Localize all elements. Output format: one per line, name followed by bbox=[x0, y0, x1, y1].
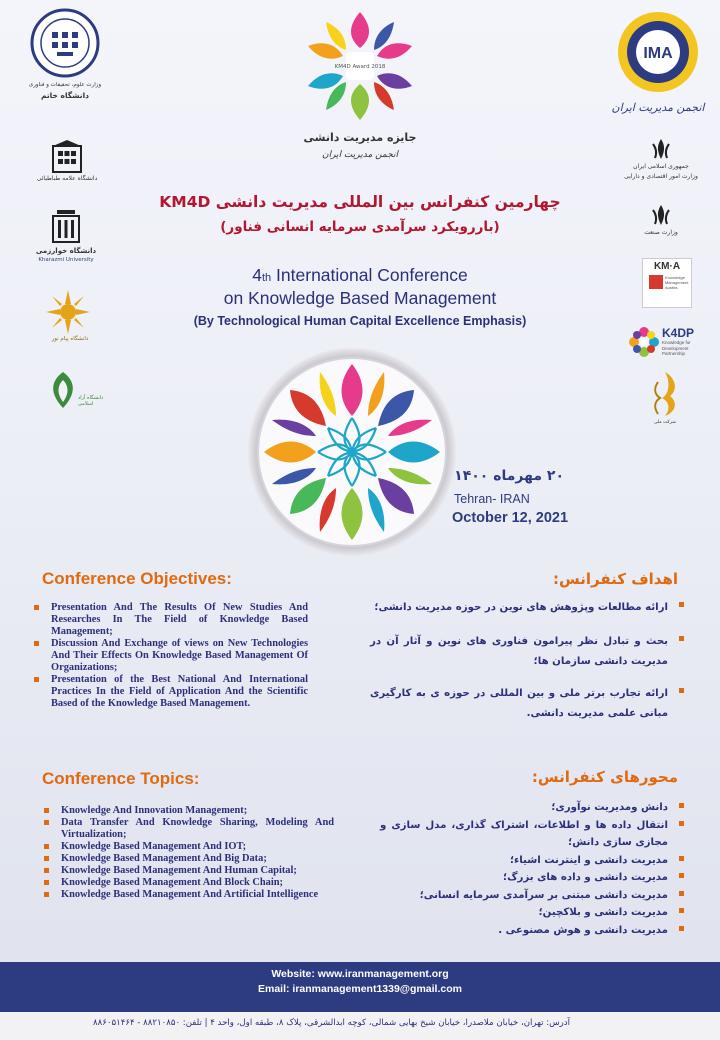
bullet-icon bbox=[34, 605, 39, 610]
k4dp-flower-icon bbox=[628, 326, 660, 358]
ima-seal-icon bbox=[616, 10, 700, 94]
kma-logo bbox=[642, 258, 692, 308]
bullet-icon bbox=[44, 892, 49, 897]
list-item: مدیریت دانشی و بلاکچین؛ bbox=[380, 904, 686, 922]
date-fa: ۲۰ مهرماه ۱۴۰۰ bbox=[454, 468, 564, 484]
list-item: ارائه مطالعات وپژوهش های نوین در حوزه مدیریت دانشی؛ bbox=[370, 598, 686, 618]
objectives-heading-fa: اهداف کنفرانس: bbox=[553, 570, 678, 588]
title-en-line1-text: International Conference bbox=[271, 265, 468, 285]
bullet-icon bbox=[679, 636, 684, 641]
footer-website[interactable]: Website: www.iranmanagement.org bbox=[271, 968, 449, 980]
bullet-icon bbox=[679, 821, 684, 826]
logo-caption: دانشگاه خاتم bbox=[40, 91, 89, 100]
footer-address-bar bbox=[0, 1012, 720, 1040]
bullet-icon bbox=[44, 856, 49, 861]
km4d-award-logo bbox=[282, 8, 438, 178]
award-caption: جایزه مدیریت دانشی bbox=[303, 131, 417, 144]
topics-heading-fa: محورهای کنفرانس: bbox=[531, 768, 678, 786]
award-caption-sub: انجمن مدیریت ایران bbox=[321, 150, 399, 160]
logo-caption-sub: وزارت علوم، تحقیقات و فناوری bbox=[28, 82, 102, 88]
logo-caption-en: Kharazmi University bbox=[38, 257, 94, 263]
logo-caption: جمهوری اسلامی ایران bbox=[633, 163, 689, 170]
bullet-icon bbox=[44, 844, 49, 849]
bullet-icon bbox=[44, 868, 49, 873]
emblem-icon bbox=[650, 204, 672, 226]
mandala-icon bbox=[246, 346, 458, 558]
list-item: Data Transfer And Knowledge Sharing, Modeling And Virtualization; bbox=[44, 817, 334, 841]
bullet-icon bbox=[44, 820, 49, 825]
logo-caption: شرکت ملی bbox=[654, 420, 676, 425]
list-item: Knowledge Based Management And Human Capital; bbox=[44, 865, 334, 877]
title-en-ordinal-suffix: th bbox=[262, 272, 272, 284]
kma-square-icon bbox=[649, 275, 663, 289]
award-flower-icon bbox=[305, 8, 415, 124]
tower-icon bbox=[51, 208, 81, 244]
list-item: دانش ومدیریت نوآوری؛ bbox=[380, 799, 686, 817]
logo-caption-sub: وزارت امور اقتصادی و دارایی bbox=[624, 173, 698, 180]
date-en: October 12, 2021 bbox=[452, 510, 569, 526]
list-item: Knowledge Based Management And Big Data; bbox=[44, 853, 334, 865]
list-item: مدیریت دانشی مبتنی بر سرآمدی سرمایه انسانی؛ bbox=[380, 887, 686, 905]
bullet-icon bbox=[34, 641, 39, 646]
title-en-line1 bbox=[150, 265, 570, 286]
award-text: KM4D Award 2018 bbox=[334, 64, 386, 70]
payame-noor-logo bbox=[40, 290, 100, 352]
bullet-icon bbox=[679, 803, 684, 808]
logo-caption: دانشگاه خوارزمی bbox=[35, 247, 97, 255]
sunburst-icon bbox=[46, 290, 90, 334]
bullet-icon bbox=[44, 808, 49, 813]
title-en-line2: on Knowledge Based Management bbox=[223, 288, 497, 308]
location: Tehran- IRAN bbox=[454, 492, 530, 506]
logo-caption: دانشگاه علامه طباطبائی bbox=[36, 175, 98, 182]
objectives-list-en bbox=[34, 602, 308, 710]
title-fa-line1: چهارمین کنفرانس بین المللی مدیریت دانشی KM4D bbox=[159, 193, 561, 211]
title-fa-line2: (باررویکرد سرآمدی سرمایه انسانی فناور) bbox=[220, 219, 500, 235]
bullet-icon bbox=[679, 688, 684, 693]
emblem-icon bbox=[650, 138, 672, 160]
footer-address: آدرس: تهران، خیابان ملاصدرا، خیابان شیخ بهایی شمالی، کوچه ابدالشرقی، پلاک ۸، طبقه اول، واحد ۴ | تلفن: ۸۸۲۱۰۸۵۰ - ۸۸۶۰۵۱۴۶۴ bbox=[93, 1018, 570, 1028]
list-item: Knowledge Based Management And Artificial Intelligence bbox=[44, 889, 334, 901]
list-item: انتقال داده ها و اطلاعات، اشتراک گذاری، مدل سازی و مجازی سازی دانش؛ bbox=[380, 817, 686, 852]
building-icon bbox=[50, 140, 84, 174]
topics-list-en bbox=[44, 805, 334, 901]
kma-label: KM·A bbox=[653, 261, 681, 272]
gold-logo bbox=[640, 370, 690, 432]
list-item: مدیریت دانشی و هوش مصنوعی . bbox=[380, 922, 686, 940]
footer-email[interactable]: Email: iranmanagement1339@gmail.com bbox=[258, 983, 462, 995]
bullet-icon bbox=[679, 856, 684, 861]
bullet-icon bbox=[679, 908, 684, 913]
bullet-icon bbox=[679, 891, 684, 896]
list-item: Presentation And The Results Of New Studies And Researches In The Field of Knowledge Based Management; bbox=[34, 602, 308, 638]
objectives-heading-en: Conference Objectives: bbox=[42, 569, 232, 588]
kma-caption: Knowledge Management Austria bbox=[665, 275, 689, 290]
k4dp-caption: Knowledge for Development Partnership bbox=[662, 340, 691, 356]
ima-logo bbox=[608, 10, 708, 128]
university-seal-icon bbox=[30, 8, 100, 78]
list-item: بحث و تبادل نظر پیرامون فناوری های نوین و آثار آن در مدیریت دانشی سازمان ها؛ bbox=[370, 632, 686, 672]
bullet-icon bbox=[679, 873, 684, 878]
gold-emblem-icon bbox=[650, 370, 680, 418]
logo-caption: دانشگاه پیام نور bbox=[51, 336, 89, 342]
kharazmi-university-logo bbox=[20, 8, 110, 120]
svg-text:IMA: IMA bbox=[643, 45, 673, 62]
list-item: Discussion And Exchange of views on New Technologies And Their Effects On Knowledge Based Management Of Organizations; bbox=[34, 638, 308, 674]
topics-list-fa bbox=[380, 799, 686, 939]
allameh-university-logo bbox=[32, 140, 102, 190]
bullet-icon bbox=[34, 677, 39, 682]
topics-heading-en: Conference Topics: bbox=[42, 769, 200, 788]
bullet-icon bbox=[679, 926, 684, 931]
logo-caption: وزارت صنعت bbox=[644, 229, 678, 236]
title-en-line3: (By Technological Human Capital Excellence Emphasis) bbox=[193, 314, 527, 328]
list-item: Presentation of the Best National And International Practices In the Field of Application And the Scientific Based of the Knowledge Based Management. bbox=[34, 674, 308, 710]
title-en-ordinal: 4 bbox=[252, 265, 262, 285]
list-item: مدیریت دانشی و داده های بزرگ؛ bbox=[380, 869, 686, 887]
economy-ministry-logo bbox=[616, 138, 706, 193]
industry-ministry-logo bbox=[630, 204, 692, 244]
kharazmi-logo bbox=[30, 208, 102, 270]
azad-university-logo bbox=[44, 370, 108, 415]
logo-caption: انجمن مدیریت ایران bbox=[611, 101, 705, 114]
logo-caption: دانشگاه آزاد اسلامی bbox=[78, 395, 104, 407]
list-item: مدیریت دانشی و اینترنت اشیاء؛ bbox=[380, 852, 686, 870]
bullet-icon bbox=[679, 602, 684, 607]
list-item: ارائه تجارب برتر ملی و بین المللی در حوزه ی به کارگیری مبانی علمی مدیریت دانشی. bbox=[370, 684, 686, 724]
objectives-list-fa bbox=[370, 598, 686, 724]
list-item: Knowledge Based Management And IOT; bbox=[44, 841, 334, 853]
k4dp-logo bbox=[628, 324, 712, 360]
conference-emblem bbox=[246, 346, 458, 558]
leaf-emblem-icon bbox=[44, 370, 82, 410]
list-item: Knowledge Based Management And Block Chain; bbox=[44, 877, 334, 889]
bullet-icon bbox=[44, 880, 49, 885]
k4dp-label: K4DP bbox=[662, 326, 695, 340]
list-item: Knowledge And Innovation Management; bbox=[44, 805, 334, 817]
